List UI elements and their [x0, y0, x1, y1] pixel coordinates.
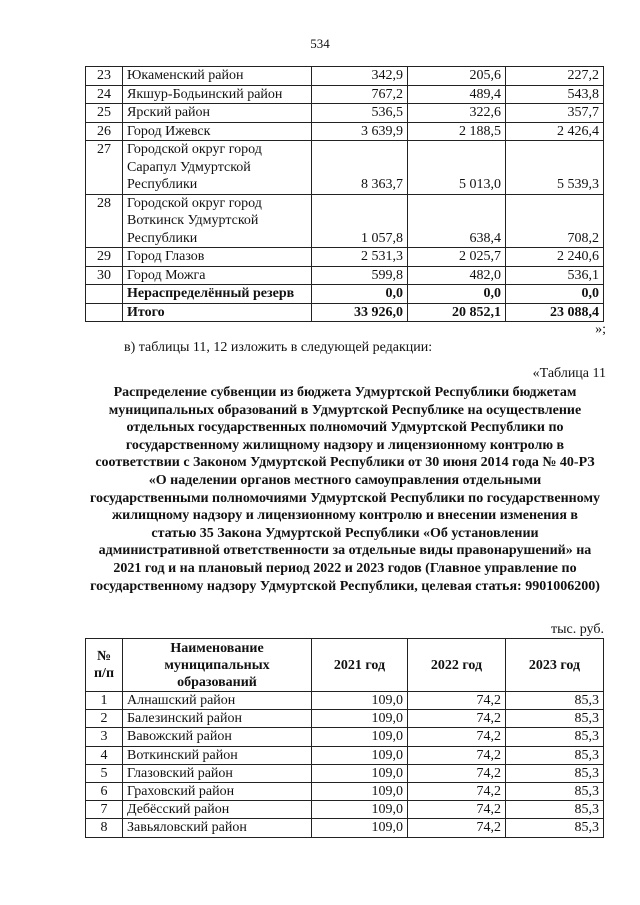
- value-2022: 2 025,7: [408, 248, 506, 267]
- district-name: Воткинский район: [123, 746, 312, 764]
- table-row: [86, 122, 604, 141]
- table-row: [86, 266, 604, 285]
- value-2023: 2 240,6: [506, 248, 604, 267]
- value-2023: 357,7: [506, 104, 604, 123]
- value-2022: 322,6: [408, 104, 506, 123]
- district-name: Итого: [123, 303, 312, 322]
- closing-quote: »;: [595, 322, 606, 337]
- page-number: 534: [310, 36, 330, 51]
- value-2023: 23 088,4: [506, 303, 604, 322]
- row-number: 26: [86, 122, 123, 141]
- row-number: 7: [86, 801, 123, 819]
- value-2023: 536,1: [506, 266, 604, 285]
- value-2023: 708,2: [506, 194, 604, 248]
- value-2022: 638,4: [408, 194, 506, 248]
- value-2021: 1 057,8: [312, 194, 408, 248]
- value-2023: 85,3: [506, 728, 604, 746]
- row-number: 2: [86, 710, 123, 728]
- value-2021: 109,0: [312, 801, 408, 819]
- table-row: [86, 248, 604, 267]
- value-2021: 109,0: [312, 819, 408, 837]
- value-2022: 5 013,0: [408, 141, 506, 195]
- value-2022: 74,2: [408, 783, 506, 801]
- district-name: Юкаменский район: [123, 67, 312, 86]
- value-2021: 8 363,7: [312, 141, 408, 195]
- table-row: [86, 819, 604, 837]
- district-name: Дебёсский район: [123, 801, 312, 819]
- district-allocation-table-continued: [85, 66, 604, 322]
- value-2023: 5 539,3: [506, 141, 604, 195]
- value-2022: 74,2: [408, 728, 506, 746]
- table-row: [86, 746, 604, 764]
- district-name: Завьяловский район: [123, 819, 312, 837]
- table-row: [86, 710, 604, 728]
- value-2022: 482,0: [408, 266, 506, 285]
- value-2022: 74,2: [408, 801, 506, 819]
- table-row: [86, 801, 604, 819]
- table-row: [86, 85, 604, 104]
- table-row: [86, 692, 604, 710]
- district-name: Вавожский район: [123, 728, 312, 746]
- district-name: Нераспределённый резерв: [123, 285, 312, 304]
- row-number: 25: [86, 104, 123, 123]
- row-number: 28: [86, 194, 123, 248]
- value-2023: 85,3: [506, 692, 604, 710]
- value-2023: 85,3: [506, 746, 604, 764]
- units-label: тыс. руб.: [551, 622, 604, 637]
- value-2022: 20 852,1: [408, 303, 506, 322]
- value-2021: 109,0: [312, 764, 408, 782]
- district-name: Город Ижевск: [123, 122, 312, 141]
- header-name: Наименование муниципальных образований: [123, 639, 312, 692]
- district-name: Алнашский район: [123, 692, 312, 710]
- row-number: 5: [86, 764, 123, 782]
- value-2023: 85,3: [506, 783, 604, 801]
- value-2023: 227,2: [506, 67, 604, 86]
- table-title: Распределение субвенции из бюджета Удмуртской Республики бюджетам муниципальных образований в Удмуртской Республике на осуществление отдельных государственных полномочий Удмуртской Республики по государственному жилищному надзору и лицензионному контролю в соответствии с Законом Удмуртской Республики от 30 июня 2014 года № 40-РЗ «О наделении органов местного самоуправления отдельными государственными полномочиями Удмуртской Республики по государственному жилищному надзору и лицензионному контролю и внесении изменения в статью 35 Закона Удмуртской Республики «Об установлении административной ответственности за отдельные виды правонарушений» на 2021 год и на плановый период 2022 и 2023 годов (Главное управление по государственному надзору Удмуртской Республики, целевая статья: 9901006200): [90, 385, 600, 594]
- value-2022: 489,4: [408, 85, 506, 104]
- value-2021: 109,0: [312, 746, 408, 764]
- value-2021: 599,8: [312, 266, 408, 285]
- table-row: [86, 783, 604, 801]
- value-2023: 0,0: [506, 285, 604, 304]
- header-2023: 2023 год: [506, 639, 604, 692]
- empty-cell: [86, 285, 123, 304]
- table-row: [86, 104, 604, 123]
- district-name: Городской округ город Сарапул Удмуртской Республики: [123, 141, 312, 195]
- header-2022: 2022 год: [408, 639, 506, 692]
- table-row: [86, 728, 604, 746]
- subvention-table: [85, 638, 604, 838]
- row-number: 24: [86, 85, 123, 104]
- value-2023: 85,3: [506, 710, 604, 728]
- table-label: «Таблица 11: [532, 366, 606, 381]
- value-2022: 74,2: [408, 764, 506, 782]
- row-number: 4: [86, 746, 123, 764]
- district-name: Граховский район: [123, 783, 312, 801]
- row-number: 3: [86, 728, 123, 746]
- value-2021: 109,0: [312, 783, 408, 801]
- value-2022: 205,6: [408, 67, 506, 86]
- row-number: 23: [86, 67, 123, 86]
- empty-cell: [86, 303, 123, 322]
- header-number: № п/п: [86, 639, 123, 692]
- value-2022: 0,0: [408, 285, 506, 304]
- row-number: 8: [86, 819, 123, 837]
- row-number: 1: [86, 692, 123, 710]
- district-name: Город Глазов: [123, 248, 312, 267]
- value-2023: 543,8: [506, 85, 604, 104]
- value-2021: 536,5: [312, 104, 408, 123]
- value-2021: 109,0: [312, 728, 408, 746]
- row-number: 27: [86, 141, 123, 195]
- value-2021: 109,0: [312, 710, 408, 728]
- value-2021: 767,2: [312, 85, 408, 104]
- table-row: [86, 141, 604, 195]
- value-2023: 85,3: [506, 764, 604, 782]
- value-2022: 74,2: [408, 746, 506, 764]
- value-2022: 74,2: [408, 710, 506, 728]
- table-row: [86, 764, 604, 782]
- district-name: Город Можга: [123, 266, 312, 285]
- district-name: Якшур-Бодьинский район: [123, 85, 312, 104]
- value-2021: 3 639,9: [312, 122, 408, 141]
- table-row: [86, 303, 604, 322]
- value-2023: 2 426,4: [506, 122, 604, 141]
- district-name: Глазовский район: [123, 764, 312, 782]
- value-2021: 2 531,3: [312, 248, 408, 267]
- table-header-row: [86, 639, 604, 692]
- row-number: 29: [86, 248, 123, 267]
- row-number: 30: [86, 266, 123, 285]
- table-row: [86, 285, 604, 304]
- value-2021: 0,0: [312, 285, 408, 304]
- value-2021: 342,9: [312, 67, 408, 86]
- district-name: Ярский район: [123, 104, 312, 123]
- value-2023: 85,3: [506, 801, 604, 819]
- table-row: [86, 67, 604, 86]
- value-2022: 74,2: [408, 692, 506, 710]
- district-name: Городской округ город Воткинск Удмуртской Республики: [123, 194, 312, 248]
- table-row: [86, 194, 604, 248]
- header-2021: 2021 год: [312, 639, 408, 692]
- value-2023: 85,3: [506, 819, 604, 837]
- value-2022: 2 188,5: [408, 122, 506, 141]
- value-2021: 33 926,0: [312, 303, 408, 322]
- value-2021: 109,0: [312, 692, 408, 710]
- row-number: 6: [86, 783, 123, 801]
- district-name: Балезинский район: [123, 710, 312, 728]
- value-2022: 74,2: [408, 819, 506, 837]
- amendment-instruction: в) таблицы 11, 12 изложить в следующей редакции:: [124, 340, 433, 355]
